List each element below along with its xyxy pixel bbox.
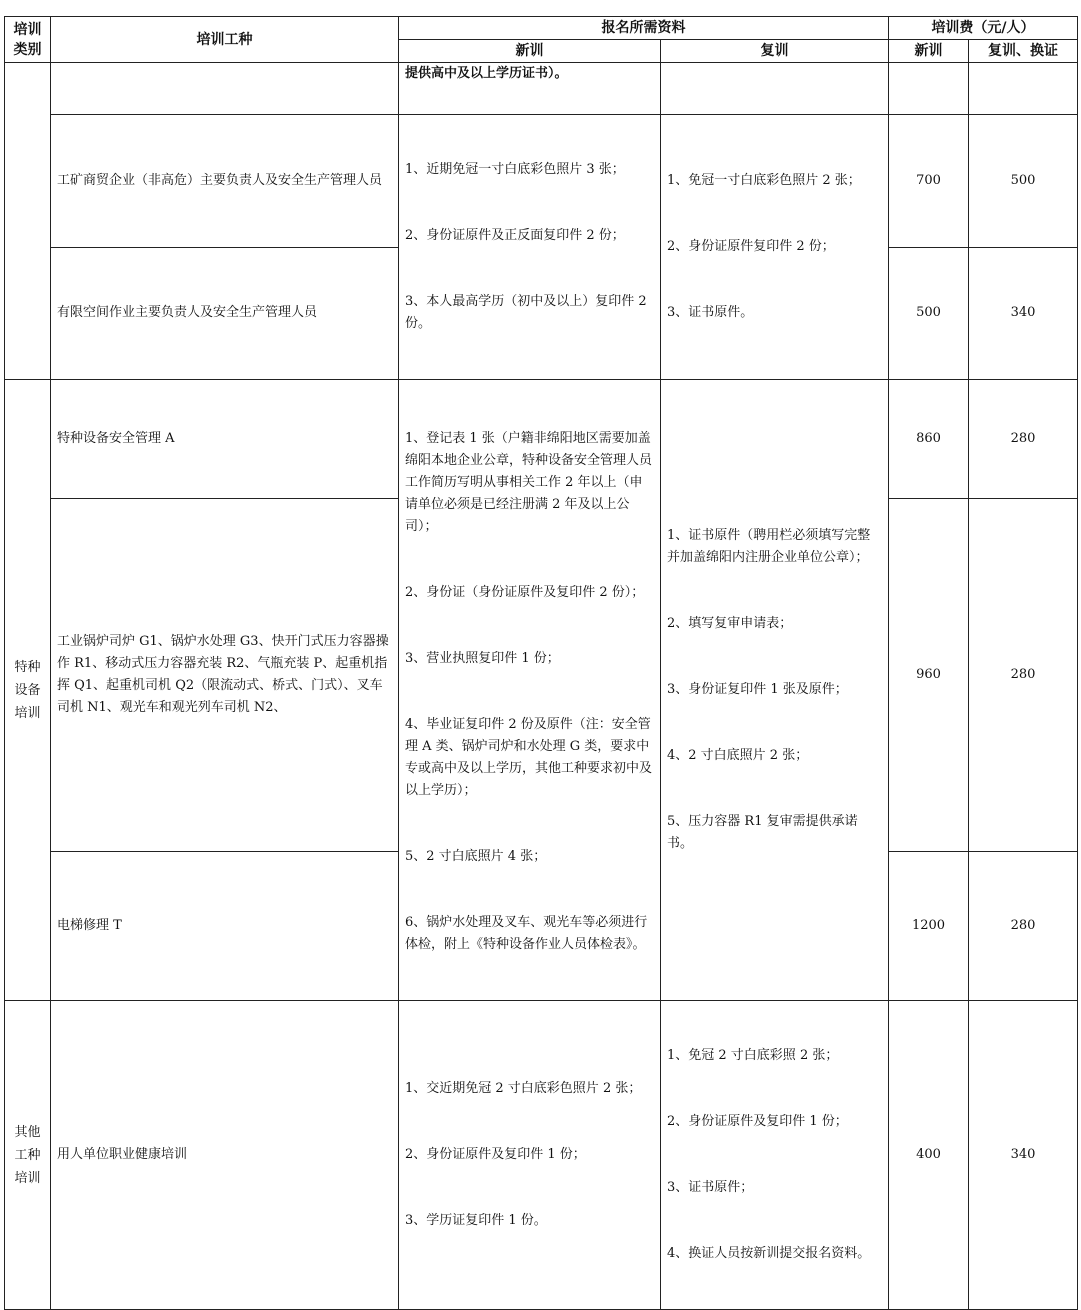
header-materials-review: 复训 <box>661 40 889 63</box>
job-cell: 用人单位职业健康培训 <box>51 1001 399 1310</box>
job-cell-blank <box>51 63 399 115</box>
training-fee-table <box>4 16 1078 1310</box>
req-new-continuation: 提供高中及以上学历证书）。 <box>399 63 661 115</box>
fee-review-cell: 340 <box>969 1001 1078 1310</box>
req-item: 1、免冠 2 寸白底彩照 2 张； <box>667 1048 839 1063</box>
category-other: 其他 工种 培训 <box>5 1001 51 1310</box>
header-category: 培训 类别 <box>5 17 51 63</box>
fee-review-cell: 280 <box>969 498 1078 851</box>
header-fee-review: 复训、换证 <box>969 40 1078 63</box>
fee-new-blank <box>889 63 969 115</box>
fee-new-cell: 700 <box>889 115 969 248</box>
req-item: 1、交近期免冠 2 寸白底彩色照片 2 张； <box>405 1081 642 1096</box>
req-item: 1、免冠一寸白底彩色照片 2 张； <box>667 173 861 188</box>
req-review-group1 <box>661 115 889 380</box>
req-item: 4、换证人员按新训提交报名资料。 <box>667 1246 871 1261</box>
req-item: 5、压力容器 R1 复审需提供承诺书。 <box>667 814 858 851</box>
req-item: 4、毕业证复印件 2 份及原件（注：安全管理 A 类、锅炉司炉和水处理 G 类，要求中专或高中及以上学历，其他工种要求初中及以上学历）； <box>405 717 653 798</box>
req-item: 2、身份证原件及正反面复印件 2 份； <box>405 228 625 243</box>
fee-review-cell: 500 <box>969 115 1078 248</box>
header-fee: 培训费（元/人） <box>889 17 1078 40</box>
category-cell-blank <box>5 63 51 380</box>
req-item: 3、本人最高学历（初中及以上）复印件 2 份。 <box>405 294 651 331</box>
req-item: 2、填写复审申请表； <box>667 616 793 631</box>
job-cell: 工矿商贸企业（非高危）主要负责人及安全生产管理人员 <box>51 115 399 248</box>
header-fee-new: 新训 <box>889 40 969 63</box>
job-cell: 工业锅炉司炉 G1、锅炉水处理 G3、快开门式压力容器操作 R1、移动式压力容器充装 R2、气瓶充装 P、起重机指挥 Q1、起重机司机 Q2（限流动式、桥式、门式）、叉车司机 N1、观光车和观光列车司机 N2、 <box>51 498 399 851</box>
job-cell: 特种设备安全管理 A <box>51 380 399 499</box>
req-item: 3、证书原件； <box>667 1180 754 1195</box>
header-materials-new: 新训 <box>399 40 661 63</box>
fee-review-cell: 340 <box>969 247 1078 380</box>
req-item: 1、近期免冠一寸白底彩色照片 3 张； <box>405 162 625 177</box>
req-new-other <box>399 1001 661 1310</box>
req-new-special <box>399 380 661 1001</box>
req-item: 2、身份证（身份证原件及复印件 2 份）； <box>405 585 645 600</box>
req-new-group1 <box>399 115 661 380</box>
job-cell: 有限空间作业主要负责人及安全生产管理人员 <box>51 247 399 380</box>
req-item: 2、身份证原件复印件 2 份； <box>667 239 835 254</box>
req-item: 3、身份证复印件 1 张及原件； <box>667 682 848 697</box>
fee-new-cell: 860 <box>889 380 969 499</box>
req-review-special <box>661 380 889 1001</box>
fee-new-cell: 960 <box>889 498 969 851</box>
category-special: 特种 设备 培训 <box>5 380 51 1001</box>
fee-review-cell: 280 <box>969 851 1078 1000</box>
fee-review-cell: 280 <box>969 380 1078 499</box>
header-materials: 报名所需资料 <box>399 17 889 40</box>
fee-new-cell: 1200 <box>889 851 969 1000</box>
req-item: 5、2 寸白底照片 4 张； <box>405 849 547 864</box>
req-item: 6、锅炉水处理及叉车、观光车等必须进行体检，附上《特种设备作业人员体检表》。 <box>405 915 648 952</box>
fee-new-cell: 400 <box>889 1001 969 1310</box>
fee-review-blank <box>969 63 1078 115</box>
fee-new-cell: 500 <box>889 247 969 380</box>
job-cell: 电梯修理 T <box>51 851 399 1000</box>
req-item: 4、2 寸白底照片 2 张； <box>667 748 809 763</box>
req-item: 3、学历证复印件 1 份。 <box>405 1213 547 1228</box>
req-item: 3、证书原件。 <box>667 305 754 320</box>
header-job-type: 培训工种 <box>51 17 399 63</box>
req-review-blank <box>661 63 889 115</box>
req-item: 2、身份证原件及复印件 1 份； <box>667 1114 848 1129</box>
req-item: 3、营业执照复印件 1 份； <box>405 651 560 666</box>
req-item: 2、身份证原件及复印件 1 份； <box>405 1147 586 1162</box>
req-item: 1、证书原件（聘用栏必须填写完整并加盖绵阳内注册企业单位公章）； <box>667 528 871 565</box>
req-item: 1、登记表 1 张（户籍非绵阳地区需要加盖绵阳本地企业公章，特种设备安全管理人员工作简历写明从事相关工作 2 年以上（申请单位必须是已经注册满 2 年及以上公司）； <box>405 431 653 534</box>
req-review-other <box>661 1001 889 1310</box>
